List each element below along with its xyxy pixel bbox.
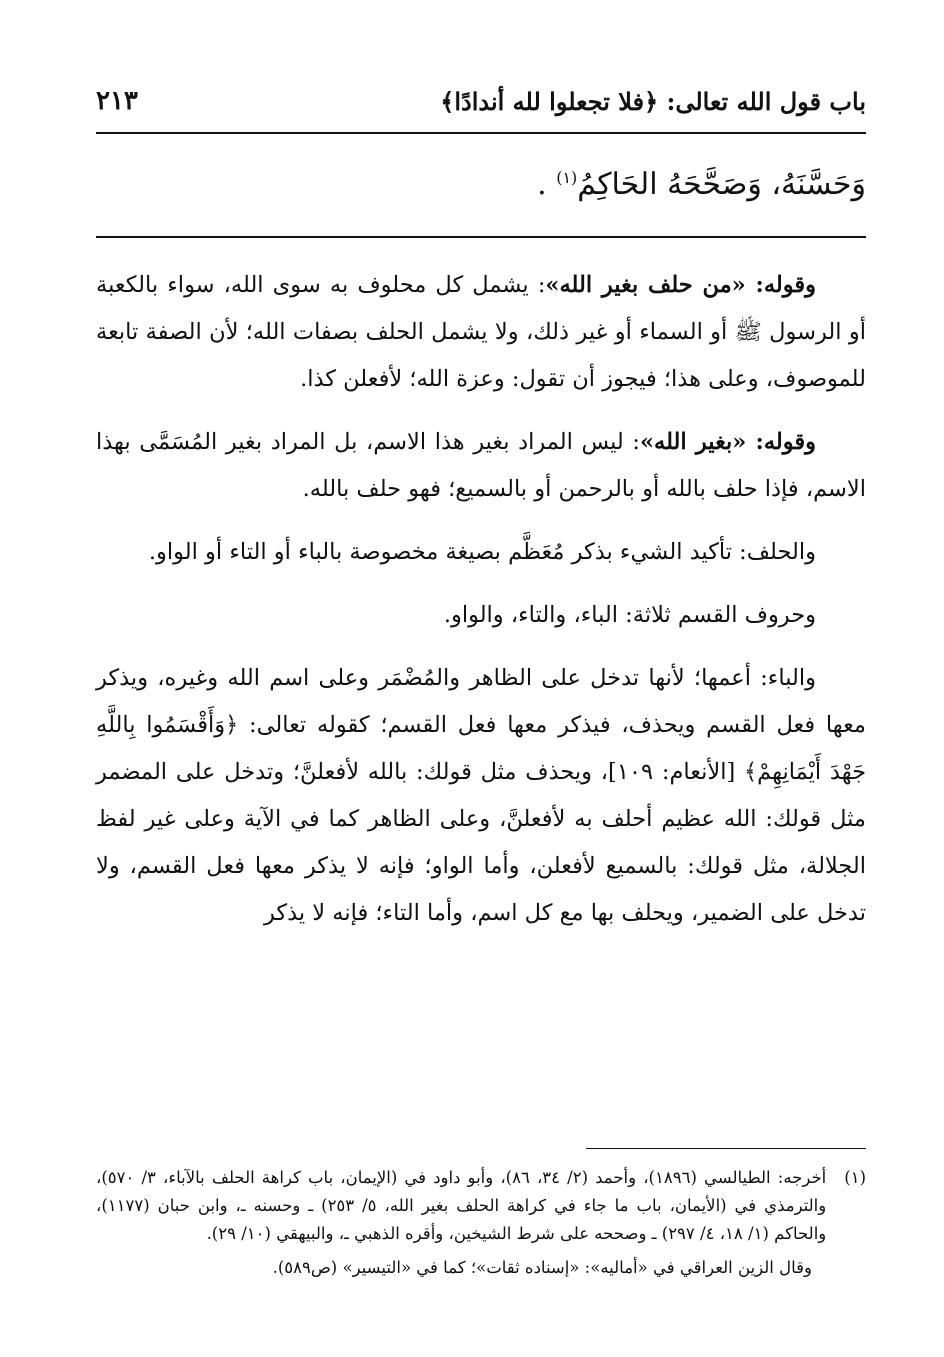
running-title: باب قول الله تعالى: ﴿فلا تجعلوا لله أندادًا﴾: [440, 86, 866, 116]
main-text: [96, 262, 866, 953]
footnote-marker: (١): [556, 168, 578, 187]
continuation-line: [96, 150, 866, 213]
paragraph-text: وحروف القسم ثلاثة: الباء، والتاء، والواو.: [443, 602, 816, 628]
footnote-text: أخرجه: الطيالسي (١٨٩٦)، وأحمد (٢/ ٣٤، ٨٦)، وأبو داود في (الإيمان، باب كراهة الحلف بالآباء، ٣/ ٥٧٠)، والترمذي في (الأيمان، باب ما جاء في كراهة الحلف بغير الله، ٥/ ٢٥٣) ـ وحسنه ـ، وابن حبان (١١٧٧)، والحاكم (١/ ١٨، ٤/ ٢٩٧) ـ وصححه على شرط الشيخين، وأقره الذهبي ـ، والبيهقي (١٠/ ٢٩).: [96, 1168, 827, 1243]
paragraph: [96, 262, 866, 403]
footnote-divider: [586, 1148, 866, 1149]
paragraph-text: والباء: أعمها؛ لأنها تدخل على الظاهر والمُضْمَر وعلى اسم الله وغيره، ويذكر معها فعل القسم ويحذف، فيذكر معها فعل القسم؛ كقوله تعالى: ﴿وَأَقْسَمُوا بِاللَّهِ جَهْدَ أَيْمَانِهِمْ﴾ [الأنعام: ١٠٩]، ويحذف مثل قولك: بالله لأفعلنَّ؛ وتدخل على المضمر مثل قولك: الله عظيم أحلف به لأفعلنَّ، وعلى الظاهر كما في الآية وعلى غير لفظ الجلالة، مثل قولك: بالسميع لأفعلن، وأما الواو؛ فإنه لا يذكر معها فعل القسم، ولا تدخل على الضمير، ويحلف بها مع كل اسم، وأما التاء؛ فإنه لا يذكر: [96, 665, 867, 926]
footnote: [96, 1164, 866, 1248]
continuation-text: وَحَسَّنَهُ، وَصَحَّحَهُ الحَاكِمُ: [577, 167, 866, 202]
page-number: ٢١٣: [96, 86, 138, 116]
continuation-end: .: [537, 167, 547, 202]
paragraph: [96, 592, 866, 639]
paragraph: [96, 655, 866, 937]
paragraph-lead: وقوله: «بغير الله»: [639, 429, 816, 455]
paragraph-lead: وقوله: «من حلف بغير الله»: [545, 272, 816, 298]
paragraph-text: : ليس المراد بغير هذا الاسم، بل المراد بغير المُسَمَّى بهذا الاسم، فإذا حلف بالله أو بالرحمن أو بالسميع؛ فهو حلف بالله.: [96, 429, 866, 502]
footnote-number: (١): [844, 1168, 866, 1187]
paragraph-text: : يشمل كل محلوف به سوى الله، سواء بالكعبة أو الرسول ﷺ أو السماء أو غير ذلك، ولا يشمل الحلف بصفات الله؛ لأن الصفة تابعة للموصوف، وعلى هذا؛ فيجوز أن تقول: وعزة الله؛ لأفعلن كذا.: [96, 272, 866, 392]
paragraph: [96, 529, 866, 576]
section-divider: [96, 236, 866, 238]
footnotes: [96, 1164, 866, 1282]
page-header: [96, 80, 866, 134]
footnote-extra: وقال الزين العراقي في «أماليه»: «إسناده ثقات»؛ كما في «التيسير» (ص٥٨٩).: [272, 1258, 812, 1277]
paragraph-text: والحلف: تأكيد الشيء بذكر مُعَظَّم بصيغة مخصوصة بالباء أو التاء أو الواو.: [148, 539, 816, 565]
paragraph: [96, 419, 866, 513]
